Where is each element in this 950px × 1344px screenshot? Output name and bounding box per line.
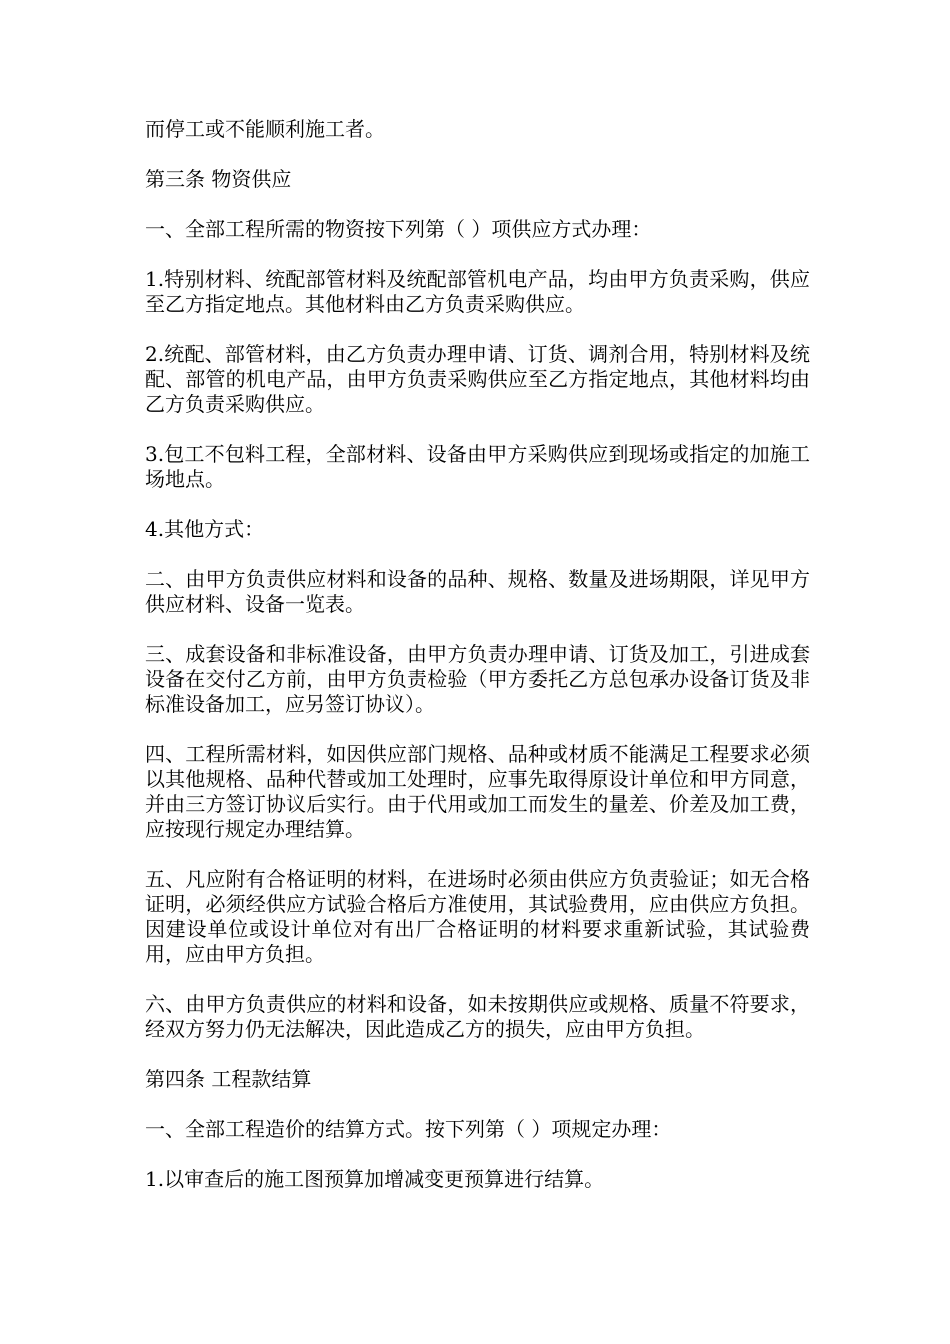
article-3-clause-1-item-4: 4.其他方式： <box>145 517 265 541</box>
article-3-clause-1-item-2: 2.统配、部管材料，由乙方负责办理申请、订货、调剂合用，特别材料及统配、部管的机电产品，由甲方负责采购供应至乙方指定地点，其他材料均由乙方负责采购供应。 <box>145 342 810 416</box>
article-3-clause-1-item-3: 3.包工不包料工程，全部材料、设备由甲方采购供应到现场或指定的加施工场地点。 <box>145 442 810 491</box>
article-4-clause-1-item-1: 1.以审查后的施工图预算加增减变更预算进行结算。 <box>145 1167 605 1191</box>
article-4-clause-1: 一、全部工程造价的结算方式。按下列第（ ）项规定办理： <box>145 1117 672 1141</box>
article-3-clause-5: 五、凡应附有合格证明的材料，在进场时必须由供应方负责验证；如无合格证明，必须经供应方试验合格后方准使用，其试验费用，应由供应方负担。因建设单位或设计单位对有出厂合格证明的材料要求重新试验，其试验费用，应由甲方负担。 <box>145 867 810 966</box>
article-3-clause-1-item-1: 1.特别材料、统配部管材料及统配部管机电产品，均由甲方负责采购，供应至乙方指定地点。其他材料由乙方负责采购供应。 <box>145 267 810 316</box>
article-3-clause-3: 三、成套设备和非标准设备，由甲方负责办理申请、订货及加工，引进成套设备在交付乙方前，由甲方负责检验（甲方委托乙方总包承办设备订货及非标准设备加工，应另签订协议）。 <box>145 642 810 716</box>
paragraph-continuation: 而停工或不能顺利施工者。 <box>145 117 385 141</box>
article-4-heading: 第四条 工程款结算 <box>145 1067 312 1091</box>
article-3-heading: 第三条 物资供应 <box>145 167 292 191</box>
article-3-clause-2: 二、由甲方负责供应材料和设备的品种、规格、数量及进场期限，详见甲方供应材料、设备一览表。 <box>145 567 810 616</box>
article-3-clause-1: 一、全部工程所需的物资按下列第（ ）项供应方式办理： <box>145 217 652 241</box>
article-3-clause-4: 四、工程所需材料，如因供应部门规格、品种或材质不能满足工程要求必须以其他规格、品种代替或加工处理时，应事先取得原设计单位和甲方同意，并由三方签订协议后实行。由于代用或加工而发生的量差、价差及加工费，应按现行规定办理结算。 <box>145 742 810 841</box>
document-body <box>145 117 810 1217</box>
article-3-clause-6: 六、由甲方负责供应的材料和设备，如未按期供应或规格、质量不符要求，经双方努力仍无法解决，因此造成乙方的损失，应由甲方负担。 <box>145 992 810 1041</box>
